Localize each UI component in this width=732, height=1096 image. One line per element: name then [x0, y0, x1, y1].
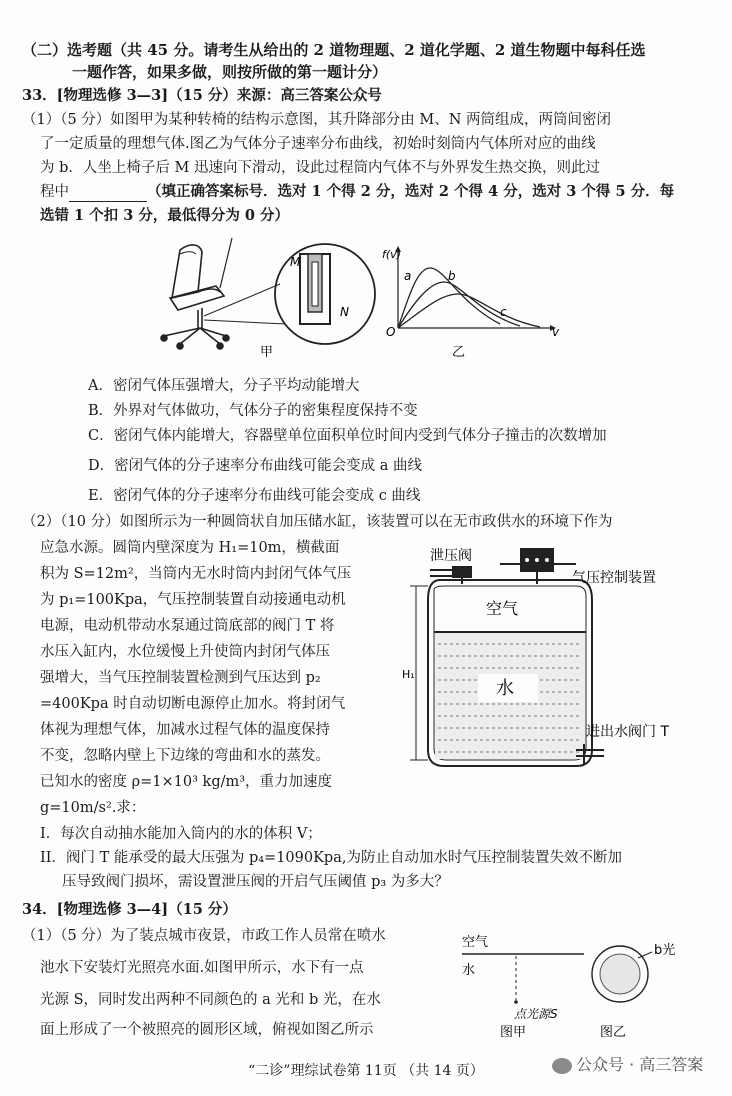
label-air-34: 空气	[462, 935, 489, 950]
fig-label-tuyi: 图乙	[600, 1025, 627, 1040]
q33-p1-text: 了一定质量的理想气体.图乙为气体分子速率分布曲线，初始时刻筒内气体所对应的曲线	[40, 136, 596, 152]
q34-text: （1）（5 分）为了装点城市夜景，市政工作人员常在喷水	[22, 928, 386, 944]
q33-p2-text: =400Kpa 时自动切断电源停止加水。将封闭气	[40, 696, 346, 712]
q33-p2-text: 不变，忽略内壁上下边缘的弯曲和水的蒸发。	[40, 748, 330, 764]
axis-origin-O: O	[386, 325, 396, 339]
q33-p2-text: 水压入缸内，水位缓慢上升使筒内封闭气体压	[40, 644, 330, 660]
q33-p2-text: g=10m/s².求：	[40, 800, 146, 816]
fig-label-jia: 甲	[260, 345, 274, 360]
q33-p2-text: 强增大，当气压控制装置检测到气压达到 p₂	[40, 670, 321, 686]
pressure-control-unit	[500, 548, 576, 584]
q33-p1-text: （1）（5 分）如图甲为某种转椅的结构示意图，其升降部分由 M、N 两筒组成，两筒间密闭	[22, 112, 612, 128]
light-figure	[450, 930, 720, 1042]
label-N: N	[340, 305, 349, 319]
axis-label-fv: f(v)	[382, 248, 401, 261]
q33-p2-text: 体视为理想气体，加减水过程气体的温度保持	[40, 722, 330, 738]
q33-p2-subq1: I．每次自动抽水能加入筒内的水的体积 V；	[40, 826, 322, 842]
q33-p1-text: 程中 （填正确答案标号．选对 1 个得 2 分，选对 2 个得 4 分，选对 3 个得 5 分．每	[40, 183, 675, 200]
fig-label-tujia: 图甲	[500, 1025, 527, 1040]
option-e: E．密闭气体的分子速率分布曲线可能会变成 c 曲线	[88, 488, 421, 504]
chair-drawing	[161, 238, 232, 349]
distribution-plot	[395, 246, 556, 331]
q34-text: 面上形成了一个被照亮的圆形区域，俯视如图乙所示	[40, 1022, 374, 1038]
option-c: C．密闭气体内能增大，容器壁单位面积单位时间内受到气体分子撞击的次数增加	[88, 428, 607, 444]
section-header-cont: 一题作答，如果多做，则按所做的第一题计分）	[72, 63, 388, 81]
q33-p2-text: （2）（10 分）如图所示为一种圆筒状自加压储水缸，该装置可以在无市政供水的环境下作为	[22, 514, 613, 530]
q33-p2-subq2: II．阀门 T 能承受的最大压强为 p₄=1090Kpa,为防止自动加水时气压控制装置失效不断加	[40, 850, 622, 866]
label-b-light: b光	[654, 943, 676, 958]
curve-label-a: a	[404, 269, 412, 283]
section-header: （二）选考题（共 45 分。请考生从给出的 2 道物理题、2 道化学题、2 道生物题中每科任选	[22, 41, 646, 59]
tank-figure	[400, 540, 720, 780]
label-air: 空气	[486, 599, 519, 618]
q34-heading: 34．[物理选修 3—4]（15 分）	[22, 901, 237, 918]
label-water-34: 水	[462, 963, 476, 978]
option-b: B．外界对气体做功，气体分子的密集程度保持不变	[88, 403, 418, 419]
q34-text: 光源 S，同时发出两种不同颜色的 a 光和 b 光，在水	[40, 992, 381, 1008]
label-pressure-control: 气压控制装置	[572, 570, 656, 586]
q33-p1-scoring: 选错 1 个扣 3 分，最低得分为 0 分）	[40, 207, 290, 224]
q33-p2-text: 应急水源。圆筒内壁深度为 H₁=10m，横截面	[40, 540, 340, 556]
fig-label-yi: 乙	[452, 345, 466, 360]
q33-p1-text: 为 b．人坐上椅子后 M 迅速向下滑动，设此过程筒内气体不与外界发生热交换，则此过	[40, 160, 600, 176]
illuminated-circle	[592, 946, 652, 1002]
label-H1: H₁	[402, 668, 415, 681]
axis-label-v: v	[552, 325, 560, 339]
q33-figure	[140, 232, 580, 367]
curve-label-b: b	[448, 269, 456, 283]
page-footer: “二诊”理综试卷第 11页 （共 14 页）	[248, 1063, 484, 1079]
option-a: A．密闭气体压强增大，分子平均动能增大	[88, 378, 360, 394]
curve-label-c: c	[500, 305, 507, 319]
label-M: M	[290, 255, 301, 269]
q33-p2-text: 已知水的密度 ρ=1×10³ kg/m³，重力加速度	[40, 774, 333, 790]
label-water: 水	[496, 678, 514, 699]
q34-text: 池水下安装灯光照亮水面.如图甲所示，水下有一点	[40, 960, 364, 976]
q33-p2-subq2-cont: 压导致阀门损坏，需设置泄压阀的开启气压阈值 p₃ 为多大？	[62, 874, 449, 890]
label-point-source: 点光源S	[514, 1007, 558, 1021]
answer-blank	[69, 187, 147, 202]
q33-p2-text: 电源，电动机带动水泵通过筒底部的阀门 T 将	[40, 618, 335, 634]
q33-p2-text: 为 p₁=100Kpa，气压控制装置自动接通电动机	[40, 592, 346, 608]
q33-p2-text: 积为 S=12m²，当筒内无水时筒内封闭气体气压	[40, 566, 352, 582]
wechat-icon	[552, 1058, 572, 1074]
q33-heading: 33．[物理选修 3—3]（15 分）来源：高三答案公众号	[22, 87, 382, 104]
watermark: 公众号 · 高三答案	[552, 1052, 703, 1075]
label-relief-valve: 泄压阀	[430, 548, 472, 564]
label-valve-T: 进出水阀门 T	[586, 724, 670, 740]
option-d: D．密闭气体的分子速率分布曲线可能会变成 a 曲线	[88, 458, 422, 474]
